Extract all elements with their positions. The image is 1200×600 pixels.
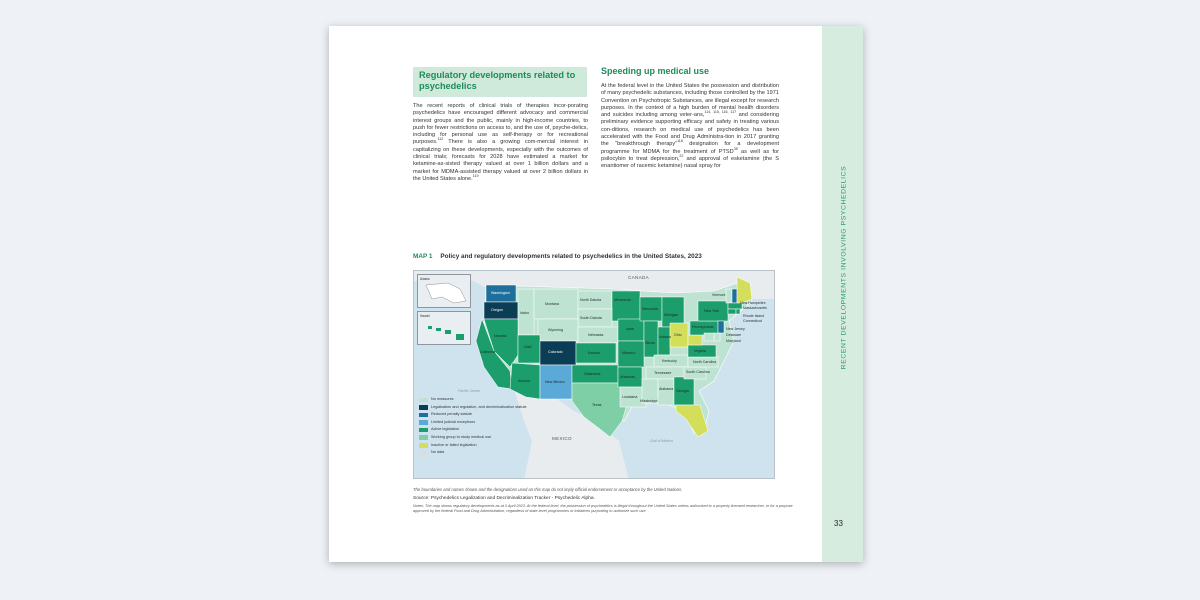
legend-item xyxy=(419,443,529,448)
legend-item xyxy=(419,397,529,402)
label-new-hampshire: New Hampshire xyxy=(740,301,766,305)
label-washington: Washington xyxy=(491,291,510,295)
label-kentucky: Kentucky xyxy=(662,359,677,363)
page-number: 33 xyxy=(834,519,843,528)
label-south-carolina: South Carolina xyxy=(686,370,710,374)
label-oregon: Oregon xyxy=(491,308,503,312)
legend-item xyxy=(419,420,529,425)
state-connecticut xyxy=(728,309,736,314)
label-nebraska: Nebraska xyxy=(588,333,604,337)
mexico-label: MEXICO xyxy=(552,436,572,441)
state-vermont xyxy=(726,289,732,303)
footnote-ref: 35 xyxy=(733,146,738,151)
label-wyoming: Wyoming xyxy=(548,328,563,332)
map-source: Source: Psychedelics Legalization and Decriminalization Tracker - Psychedelic Alpha. xyxy=(413,496,595,501)
legend-item xyxy=(419,412,529,417)
state-alabama xyxy=(658,379,674,405)
state-delaware xyxy=(714,333,720,341)
label-texas: Texas xyxy=(592,403,602,407)
legend-swatch xyxy=(419,398,428,403)
legend-label: No measures xyxy=(431,397,454,401)
label-colorado: Colorado xyxy=(548,350,563,354)
legend-swatch xyxy=(419,451,428,456)
legend-label: Legalization and regulation, and decriminalization statute xyxy=(431,404,527,409)
section-heading-medical-use: Speeding up medical use xyxy=(601,66,710,76)
label-pennsylvania: Pennsylvania xyxy=(692,325,714,329)
state-rhode-island xyxy=(736,309,740,314)
left-paragraph-part2: There is also a growing com-mercial interest in capitalizing on these developments, especially with the outcomes of clinical trials; forecasts for 2028 have estimated a market for ketamine-as-sisted therapy valued at over 1 billion dollars and a market for MDMA-assisted therapy valued at over 2 billion dollars in the United States alone. xyxy=(413,139,588,182)
label-new-york: New York xyxy=(704,309,720,313)
legend-item xyxy=(419,450,529,455)
label-rhode-island: Rhode Island xyxy=(743,314,765,318)
label-massachusetts: Massachusetts xyxy=(743,306,767,310)
footnote-ref: 118 xyxy=(677,139,683,144)
label-georgia: Georgia xyxy=(676,389,689,393)
label-wisconsin: Wisconsin xyxy=(642,307,659,311)
label-south-dakota: South Dakota xyxy=(580,316,602,320)
hawaii-shape xyxy=(418,312,472,346)
state-new-hampshire xyxy=(732,289,737,303)
label-connecticut: Connecticut xyxy=(743,319,762,323)
state-illinois xyxy=(644,321,658,357)
right-text-part3: designation for a development programme for MDMA for the treatment of PTSD xyxy=(601,141,779,155)
legend-label: No data xyxy=(431,450,445,455)
map-label: MAP 1 xyxy=(413,253,433,260)
chapter-title: RECENT DEVELOPMENTS INVOLVING PSYCHEDELICS xyxy=(840,165,848,370)
label-california: California xyxy=(480,350,496,354)
map-legend xyxy=(419,397,529,458)
legend-swatch xyxy=(419,413,428,418)
state-indiana xyxy=(658,327,670,355)
legend-item xyxy=(419,405,529,410)
legend-swatch xyxy=(419,428,428,433)
footnote-ref: 22 xyxy=(679,154,684,159)
hawaii-label: Hawaii xyxy=(420,314,430,318)
label-minnesota: Minnesota xyxy=(614,298,631,302)
legend-swatch xyxy=(419,405,428,410)
right-text-part4: as well as for psilocybin to treat depression, xyxy=(601,148,779,162)
canada-label: CANADA xyxy=(628,275,649,280)
label-delaware: Delaware xyxy=(726,333,742,337)
legend-swatch xyxy=(419,420,428,425)
label-tennessee: Tennessee xyxy=(654,371,672,375)
label-utah: Utah xyxy=(524,345,532,349)
left-paragraph-part1: The recent reports of clinical trials of therapies incor-porating psychedelics have encouraged different advocacy and commercial interest groups and the public, mainly in high-income countries, to push for fewer restrictions on access to, and the use of, psyche-delics, including for personal use as self-therapy or for recreational purposes. xyxy=(413,103,588,146)
label-arizona: Arizona xyxy=(518,379,531,383)
label-alabama: Alabama xyxy=(659,387,674,391)
alaska-shape xyxy=(418,275,472,309)
label-missouri: Missouri xyxy=(622,351,636,355)
legend-item xyxy=(419,427,529,432)
right-text-part1: At the federal level in the United States the possession and distribution of many psychedelic substances, including those controlled by the 1971 Convention on Psychotropic Substances, are illegal except for research purposes. In the context of a high burden of mental health disorders and suicides including among veter-ans, xyxy=(601,83,779,119)
label-arkansas: Arkansas xyxy=(620,375,635,379)
footnote-ref: 119 xyxy=(472,174,479,179)
label-illinois: Illinois xyxy=(645,341,655,345)
map-heading xyxy=(413,253,702,260)
label-virginia: Virginia xyxy=(694,349,706,353)
section-heading-regulatory: Regulatory developments related to psychedelics xyxy=(413,67,587,97)
label-iowa: Iowa xyxy=(626,327,634,331)
body-text-right xyxy=(601,83,779,171)
footnote-ref: 112 xyxy=(437,137,444,142)
gulf-label: Gulf of Mexico xyxy=(650,439,673,443)
report-page xyxy=(329,26,863,562)
hawaii-inset xyxy=(417,311,471,345)
body-text-left xyxy=(413,103,588,183)
state-michigan xyxy=(662,297,684,327)
label-nevada: Nevada xyxy=(494,334,507,338)
right-text-part2: and considering preliminary evidence supporting efficacy and safety in treating various con-ditions, research on medical use of psychedelics has been accelerated with the Food and Drug Administra-tion in 2017 granting the “breakthrough therapy” xyxy=(601,112,779,148)
legend-label: Working group to study medical use xyxy=(431,434,492,439)
pacific-label: Pacific Ocean xyxy=(458,389,481,393)
label-kansas: Kansas xyxy=(588,351,600,355)
label-north-dakota: North Dakota xyxy=(580,298,602,302)
legend-swatch xyxy=(419,435,428,440)
state-new-jersey xyxy=(718,321,724,333)
legend-label: Inactive or failed legislation xyxy=(431,442,477,447)
label-maryland: Maryland xyxy=(726,339,741,343)
chapter-side-strip xyxy=(822,26,863,562)
state-maryland xyxy=(704,333,714,341)
legend-swatch xyxy=(419,443,428,448)
label-oklahoma: Oklahoma xyxy=(584,372,601,376)
legend-label: Reduced penalty statute xyxy=(431,412,472,417)
label-new-mexico: New Mexico xyxy=(545,380,565,384)
label-michigan: Michigan xyxy=(664,313,679,317)
alaska-inset xyxy=(417,274,471,308)
us-policy-map xyxy=(413,270,775,479)
label-idaho: Idaho xyxy=(520,311,529,315)
state-minnesota xyxy=(612,291,640,321)
label-vermont: Vermont xyxy=(712,293,726,297)
label-montana: Montana xyxy=(545,302,559,306)
map-disclaimer: The boundaries and names shown and the designations used on this map do not imply official endorsement or acceptance by the United Nations. xyxy=(413,487,683,492)
map-title: Policy and regulatory developments related to psychedelics in the United States, 2023 xyxy=(440,253,702,260)
label-north-carolina: North Carolina xyxy=(693,360,717,364)
right-text-part5: and approval of esketamine (the S enantiomer of racemic ketamine) nasal spray for xyxy=(601,155,779,170)
label-mississippi: Mississippi xyxy=(640,399,658,403)
state-utah xyxy=(518,335,540,363)
state-west-virginia xyxy=(688,335,702,345)
footnote-ref: 114, 115, 116, 117 xyxy=(704,110,737,115)
label-louisiana: Louisiana xyxy=(622,395,638,399)
legend-label: Limited judicial exceptions xyxy=(431,419,476,424)
label-indiana: Indiana xyxy=(659,335,671,339)
legend-item xyxy=(419,435,529,440)
label-ohio: Ohio xyxy=(674,333,682,337)
map-notes: Notes: The map shows regulatory developments as at 3 April 2023. At the federal level, the possession of psychedelics is illegal throughout the United States unless authorized to a properly licensed researcher, or for a purpose approved by the federal Food and Drug Administration, regardless of state-level programmes or initiatives purporting to authorize such use. xyxy=(413,504,793,513)
label-new-jersey: New Jersey xyxy=(726,327,745,331)
alaska-label: Alaska xyxy=(420,277,430,281)
legend-label: Active legislation xyxy=(431,427,460,432)
